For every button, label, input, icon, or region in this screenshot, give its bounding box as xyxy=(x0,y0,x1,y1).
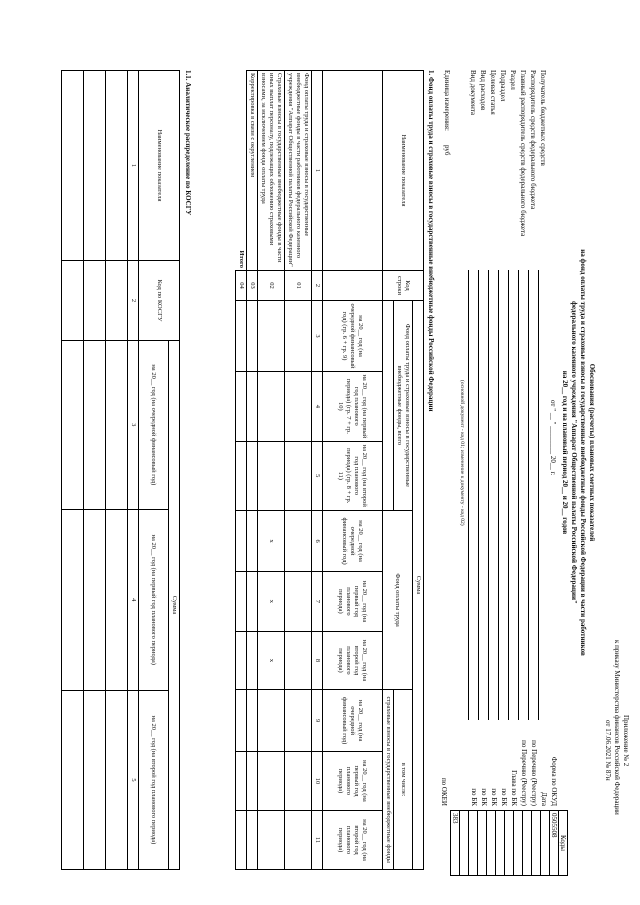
unit-value: руб xyxy=(443,145,451,156)
row-03-name: Корректировка в связи с округлением xyxy=(247,71,258,271)
colnum-8: 8 xyxy=(312,631,323,690)
th-spacer xyxy=(323,271,383,301)
th2-period-3: на 20__ год (на второй год планового периода) xyxy=(139,690,169,869)
field-distributor: Распорядитель средств федерального бюджета xyxy=(529,70,537,210)
th-period-6: на 20__ год (на второй год планового периода) xyxy=(323,631,383,690)
code-okei: 383 xyxy=(451,811,460,876)
field-line xyxy=(468,270,469,720)
code-bk-4 xyxy=(478,811,487,876)
appendix-line-3: от 17.06.2021 № 87н xyxy=(604,720,612,781)
title-line-4: на 20__ год и на плановый период 20__ и 20__ годов xyxy=(561,370,569,535)
th-sum: Сумма xyxy=(413,301,424,870)
cell[interactable] xyxy=(84,509,106,690)
fot-table xyxy=(235,70,424,870)
field-unit: Единица измерения: xyxy=(443,70,451,131)
cell[interactable] xyxy=(84,690,106,869)
th-spacer xyxy=(323,71,383,271)
row-03-code: 03 xyxy=(247,271,258,301)
field-main-distributor: Главный распорядитель средств федерального бюджета xyxy=(519,70,527,237)
cell[interactable] xyxy=(258,372,285,442)
cell[interactable] xyxy=(62,71,84,261)
th-included: в том числе: xyxy=(394,690,413,870)
title-line-1: Обоснования (расчеты) плановых сметных показателей xyxy=(588,363,596,542)
field-line xyxy=(538,270,539,720)
cell[interactable] xyxy=(247,751,258,810)
code-registry-2 xyxy=(523,811,532,876)
colnum-6: 6 xyxy=(312,510,323,571)
cell[interactable] xyxy=(106,71,128,261)
th2-sum: Сумма xyxy=(169,341,180,870)
th2-code: Код по КОСГУ xyxy=(139,261,180,341)
cell[interactable] xyxy=(285,572,312,631)
th2-period-1: на 20__ год (на очередной финансовый год) xyxy=(139,341,169,510)
colnum-9: 9 xyxy=(312,690,323,751)
field-section: Раздел xyxy=(509,70,517,90)
th-period-5: на 20__ год (на первый год планового периода) xyxy=(323,572,383,631)
th-period-9: на 20__ год (на второй год планового периода) xyxy=(323,811,383,870)
cell[interactable] xyxy=(247,811,258,870)
th-insurance: страховые взносы в государственные внебюджетные фонды xyxy=(383,690,394,870)
code-okud: 0505508 xyxy=(550,811,559,876)
cell-x: x xyxy=(258,572,285,631)
row-01-code: 01 xyxy=(285,271,312,301)
code-bk-2 xyxy=(496,811,505,876)
row-02-name: Страховые взносы в государственные внебюджетные фонды в части иных выплат персоналу, подлежащих обложению страховыми взносами, за исключением фонда оплаты труда xyxy=(258,71,285,271)
colnum-7: 7 xyxy=(312,572,323,631)
cell[interactable] xyxy=(62,341,84,510)
colnum-10: 10 xyxy=(312,751,323,810)
cell[interactable] xyxy=(62,509,84,690)
code-registry-1 xyxy=(532,811,541,876)
cell[interactable] xyxy=(84,71,106,261)
cell[interactable] xyxy=(62,261,84,341)
field-expense-type: Вид расходов xyxy=(479,70,487,111)
cell[interactable] xyxy=(247,631,258,690)
th-period-7: на 20__ год (на очередной финансовый год) xyxy=(323,690,383,751)
code-label-bk-2: по БК xyxy=(490,788,498,806)
field-target-article: Целевая статья xyxy=(489,70,497,115)
th-fot: Фонд оплаты труда xyxy=(383,510,413,690)
field-document-type: Вид документа xyxy=(469,70,477,116)
cell[interactable] xyxy=(258,751,285,810)
cell[interactable] xyxy=(84,261,106,341)
cell[interactable] xyxy=(236,372,247,442)
field-line xyxy=(498,270,499,720)
code-bk-3 xyxy=(487,811,496,876)
cell[interactable] xyxy=(258,811,285,870)
cell[interactable] xyxy=(285,751,312,810)
th-period-8: на 20__ год (на первый год планового периода) xyxy=(323,751,383,810)
row-04-code: 04 xyxy=(236,271,247,301)
cell[interactable] xyxy=(236,510,247,571)
document-date: от " __ " ________ 20__ г. xyxy=(549,400,557,476)
cell[interactable] xyxy=(258,690,285,751)
cell[interactable] xyxy=(62,690,84,869)
field-line xyxy=(528,270,529,720)
cell[interactable] xyxy=(106,509,128,690)
field-line xyxy=(508,270,509,720)
colnum-1: 1 xyxy=(312,71,323,271)
cell[interactable] xyxy=(236,631,247,690)
code-label-bk-4: по БК xyxy=(470,788,478,806)
title-line-3: федерального казенного учреждения "Аппарат Общественной палаты Российской Федерации" xyxy=(570,301,578,604)
th-period-1: на 20__ год (на очередной финансовый год) (гр. 6 + гр. 9) xyxy=(323,301,383,372)
field-line xyxy=(488,270,489,720)
cell[interactable] xyxy=(258,301,285,372)
code-label-bk-1: по БК xyxy=(500,788,508,806)
cell[interactable] xyxy=(247,441,258,510)
colnum-2: 2 xyxy=(312,271,323,301)
code-chapter xyxy=(514,811,523,876)
cell[interactable] xyxy=(106,261,128,341)
colnum2-2: 2 xyxy=(128,261,139,341)
kosgu-table xyxy=(61,70,180,870)
th-fot-total-spacer xyxy=(383,301,394,511)
appendix-line-2: к приказу Министерства финансов Российской Федерации xyxy=(613,640,621,815)
cell[interactable] xyxy=(247,372,258,442)
cell[interactable] xyxy=(285,372,312,442)
colnum2-5: 5 xyxy=(128,690,139,869)
cell[interactable] xyxy=(285,441,312,510)
th-code: Код строки xyxy=(383,271,424,301)
code-spacer xyxy=(460,811,469,876)
th2-name: Наименование показателя xyxy=(139,71,180,261)
row-01-name: Фонд оплаты труда и страховые взносы в государственные внебюджетные фонды в части работников федерального казенного учреждения "Аппарат Общественной палаты Российской Федерации" xyxy=(285,71,312,271)
cell[interactable] xyxy=(247,572,258,631)
code-label-okud: Форма по ОКУД xyxy=(550,756,558,806)
appendix-line-1: Приложение № 2 xyxy=(622,715,630,767)
th-name: Наименование показателя xyxy=(383,71,424,271)
code-label-chapter: Глава по БК xyxy=(510,770,518,806)
cell[interactable] xyxy=(258,441,285,510)
code-label-okei: по ОКЕИ xyxy=(440,777,448,806)
th-period-2: на 20__ год (на первый год планового периода) (гр. 7 + гр. 10) xyxy=(323,372,383,442)
field-recipient: Получатель бюджетных средств xyxy=(539,70,547,166)
colnum-4: 4 xyxy=(312,372,323,442)
cell[interactable] xyxy=(247,301,258,372)
colnum-11: 11 xyxy=(312,811,323,870)
colnum2-1: 1 xyxy=(128,71,139,261)
code-date xyxy=(541,811,550,876)
row-02-code: 02 xyxy=(258,271,285,301)
colnum-3: 3 xyxy=(312,301,323,372)
th-period-4: на 20__ год (на очередной финансовый год) xyxy=(323,510,383,571)
th-fot-total: Фонд оплаты труда и страховые взносы в государственные внебюджетные фонды, всего xyxy=(394,301,413,511)
section-1-title: 1. Фонд оплаты труда и страховые взносы в государственные внебюджетные фонды Российской Федерации xyxy=(427,70,435,412)
th2-period-2: на 20__ год (на первый год планового периода) xyxy=(139,509,169,690)
codes-table xyxy=(450,810,568,876)
cell[interactable] xyxy=(236,690,247,751)
row-total-name: Итого xyxy=(236,71,247,271)
colnum2-3: 3 xyxy=(128,341,139,510)
th-period-3: на 20__ год (на второй год планового периода) (гр. 8 + гр. 11) xyxy=(323,441,383,510)
cell[interactable] xyxy=(106,341,128,510)
cell[interactable] xyxy=(236,301,247,372)
cell[interactable] xyxy=(106,690,128,869)
field-subsection: Подраздел xyxy=(499,70,507,102)
cell-x: x xyxy=(258,510,285,571)
cell[interactable] xyxy=(247,510,258,571)
cell[interactable] xyxy=(247,690,258,751)
code-bk-1 xyxy=(505,811,514,876)
cell[interactable] xyxy=(236,811,247,870)
document-type-hint: (основной документ - код 01; изменение к документу - код 02) xyxy=(459,380,465,526)
code-label-registry-2: по Перечню (Реестру) xyxy=(520,740,528,806)
cell[interactable] xyxy=(84,341,106,510)
cell-x: x xyxy=(258,631,285,690)
cell[interactable] xyxy=(285,510,312,571)
cell[interactable] xyxy=(236,751,247,810)
cell[interactable] xyxy=(285,631,312,690)
title-line-2: на фонд оплаты труда и страховые взносы в государственные внебюджетные фонды Российской Федерации в части работников xyxy=(579,249,587,656)
cell[interactable] xyxy=(236,572,247,631)
colnum2-4: 4 xyxy=(128,509,139,690)
codes-header: Коды xyxy=(559,811,568,876)
section-1-1-title: 1.1. Аналитическое распределение по КОСГУ xyxy=(184,70,192,216)
colnum-5: 5 xyxy=(312,441,323,510)
code-label-registry-1: по Перечню (Реестру) xyxy=(530,740,538,806)
cell[interactable] xyxy=(285,301,312,372)
code-label-bk-3: по БК xyxy=(480,788,488,806)
code-blank xyxy=(469,811,478,876)
code-label-date: Дата xyxy=(540,792,548,806)
field-line xyxy=(478,270,479,720)
cell[interactable] xyxy=(285,811,312,870)
cell[interactable] xyxy=(285,690,312,751)
field-line xyxy=(518,270,519,720)
cell[interactable] xyxy=(236,441,247,510)
